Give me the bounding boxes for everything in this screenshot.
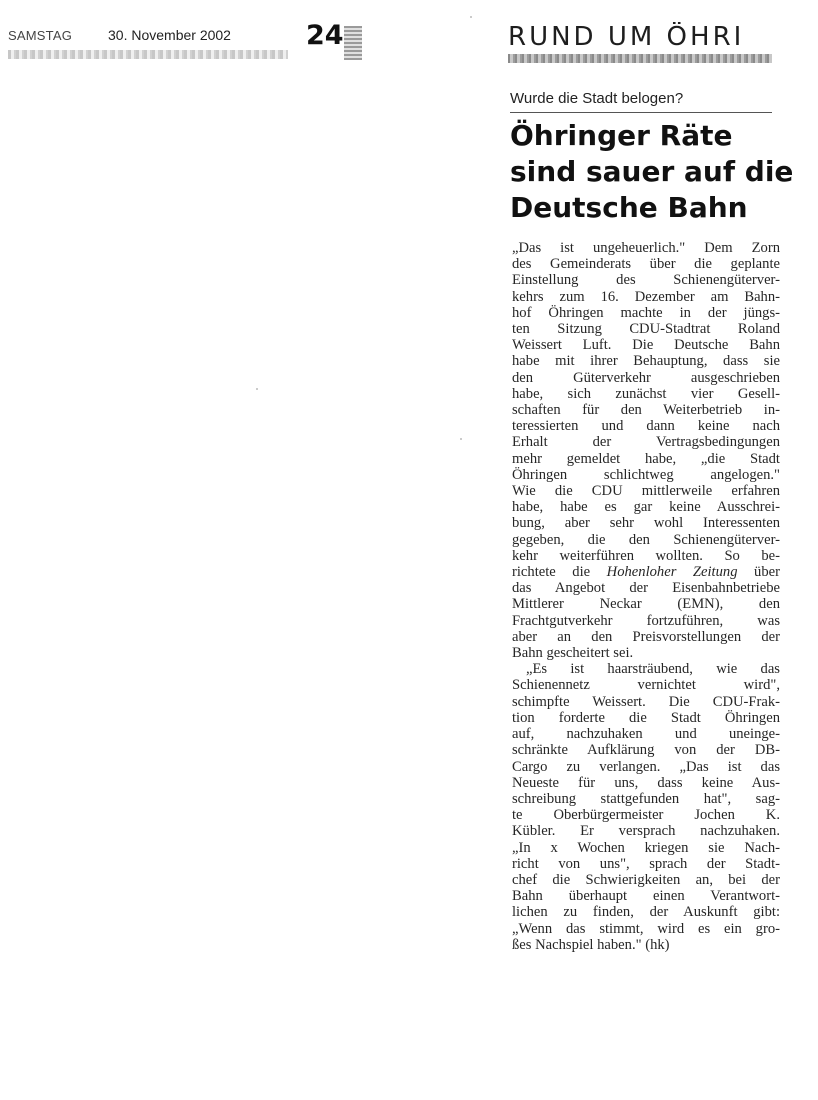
- article-body-line: bung, aber sehr wohl Interessenten: [512, 515, 780, 532]
- article-body-line: Bahn gescheitert sei.: [512, 645, 634, 662]
- article-body-line: Öhringen schlichtweg angelogen.": [512, 466, 780, 483]
- article-headline: [510, 118, 794, 226]
- article-body-line: des Gemeinderats über die geplante: [512, 256, 780, 273]
- article-body-line: Weissert Luft. Die Deutsche Bahn: [512, 337, 780, 354]
- article-body-line: aber an den Preisvorstellungen der: [512, 628, 780, 645]
- article-body-line: Erhalt der Vertragsbedingungen: [512, 434, 780, 451]
- headline-line: Öhringer Räte: [510, 119, 733, 152]
- article-body-line: teressierten und dann keine nach: [512, 418, 780, 435]
- article-body-line: Kübler. Er versprach nachzuhaken.: [512, 823, 780, 840]
- article-body-line: habe, habe es gar keine Ausschrei-: [512, 499, 780, 516]
- newspaper-name: Hohenloher Zeitung: [606, 564, 738, 581]
- article-body-line: schaften für den Weiterbetrieb in-: [512, 402, 780, 419]
- article-kicker: Wurde die Stadt belogen?: [510, 90, 684, 107]
- header-date: 30. November 2002: [108, 27, 231, 43]
- section-header: [508, 22, 772, 66]
- article-body-line: Bahn überhaupt einen Verantwort-: [512, 888, 780, 905]
- article-body-line: Frachtgutverkehr fortzuführen, was: [512, 612, 780, 629]
- article-body-line: „Wenn das stimmt, wird es ein gro-: [512, 920, 780, 937]
- header-texture-strip: [8, 50, 288, 59]
- article-body-line: mehr gemeldet habe, „die Stadt: [512, 450, 780, 467]
- headline-line: Deutsche Bahn: [510, 191, 748, 224]
- article-body-line: schimpfte Weissert. Die CDU-Frak-: [512, 693, 780, 710]
- article-body-line: te Oberbürgermeister Jochen K.: [512, 807, 780, 824]
- article-body-line: ßes Nachspiel haben." (hk): [512, 936, 670, 953]
- article-body-line: Einstellung des Schienengüterver-: [512, 272, 780, 289]
- article-body: [512, 240, 780, 953]
- article-body-line: „In x Wochen kriegen sie Nach-: [512, 839, 780, 856]
- scan-speck: [470, 16, 472, 18]
- article-body-line: schränkte Aufklärung von der DB-: [512, 742, 780, 759]
- article-body-line: lichen zu finden, der Auskunft gibt:: [512, 904, 780, 921]
- article-body-line: Mittlerer Neckar (EMN), den: [512, 596, 780, 613]
- article-body-line: habe mit ihrer Behauptung, dass sie: [512, 353, 780, 370]
- section-texture-bar: [508, 54, 772, 63]
- article-body-line: den Güterverkehr ausgeschrieben: [512, 369, 780, 386]
- article-body-line: habe, sich zunächst vier Gesell-: [512, 385, 780, 402]
- article-body-line: gegeben, die den Schienengüterver-: [512, 531, 780, 548]
- section-title: RUND UM ÖHRI: [508, 22, 745, 52]
- article-body-line: auf, nachzuhaken und uneinge-: [512, 726, 780, 743]
- article-body-line: Wie die CDU mittlerweile erfahren: [512, 483, 780, 500]
- article-body-line: ten Sitzung CDU-Stadtrat Roland: [512, 321, 780, 338]
- page-header: [8, 22, 360, 64]
- article-body-line: Neueste für uns, dass keine Aus-: [512, 774, 780, 791]
- article-body-line: schreibung stattgefunden hat", sag-: [512, 790, 780, 807]
- article-body-line: richt von uns", sprach der Stadt-: [512, 855, 780, 872]
- article-body-line: richtete die Hohenloher Zeitung über: [512, 564, 780, 581]
- article-body-line: tion forderte die Stadt Öhringen: [512, 709, 780, 726]
- scan-speck: [256, 388, 258, 390]
- article-body-line: kehr weiterführen wollten. So be-: [512, 547, 780, 564]
- page-number: 24: [306, 20, 344, 51]
- article-body-line: Cargo zu verlangen. „Das ist das: [512, 758, 780, 775]
- article-body-line: „Das ist ungeheuerlich." Dem Zorn: [512, 240, 780, 256]
- article-body-line: „Es ist haarsträubend, wie das: [526, 661, 780, 678]
- article-body-line: chef die Schwierigkeiten an, bei der: [512, 871, 780, 888]
- article-body-line: kehrs zum 16. Dezember am Bahn-: [512, 288, 780, 305]
- article-body-line: hof Öhringen machte in der jüngs-: [512, 304, 780, 321]
- header-marker-block: [344, 26, 362, 60]
- article-body-line: Schienennetz vernichtet wird",: [512, 677, 780, 694]
- header-day: SAMSTAG: [8, 28, 73, 43]
- scan-speck: [460, 438, 462, 440]
- kicker-rule: [510, 112, 772, 113]
- article-body-line: das Angebot der Eisenbahnbetriebe: [512, 580, 780, 597]
- headline-line: sind sauer auf die: [510, 155, 794, 188]
